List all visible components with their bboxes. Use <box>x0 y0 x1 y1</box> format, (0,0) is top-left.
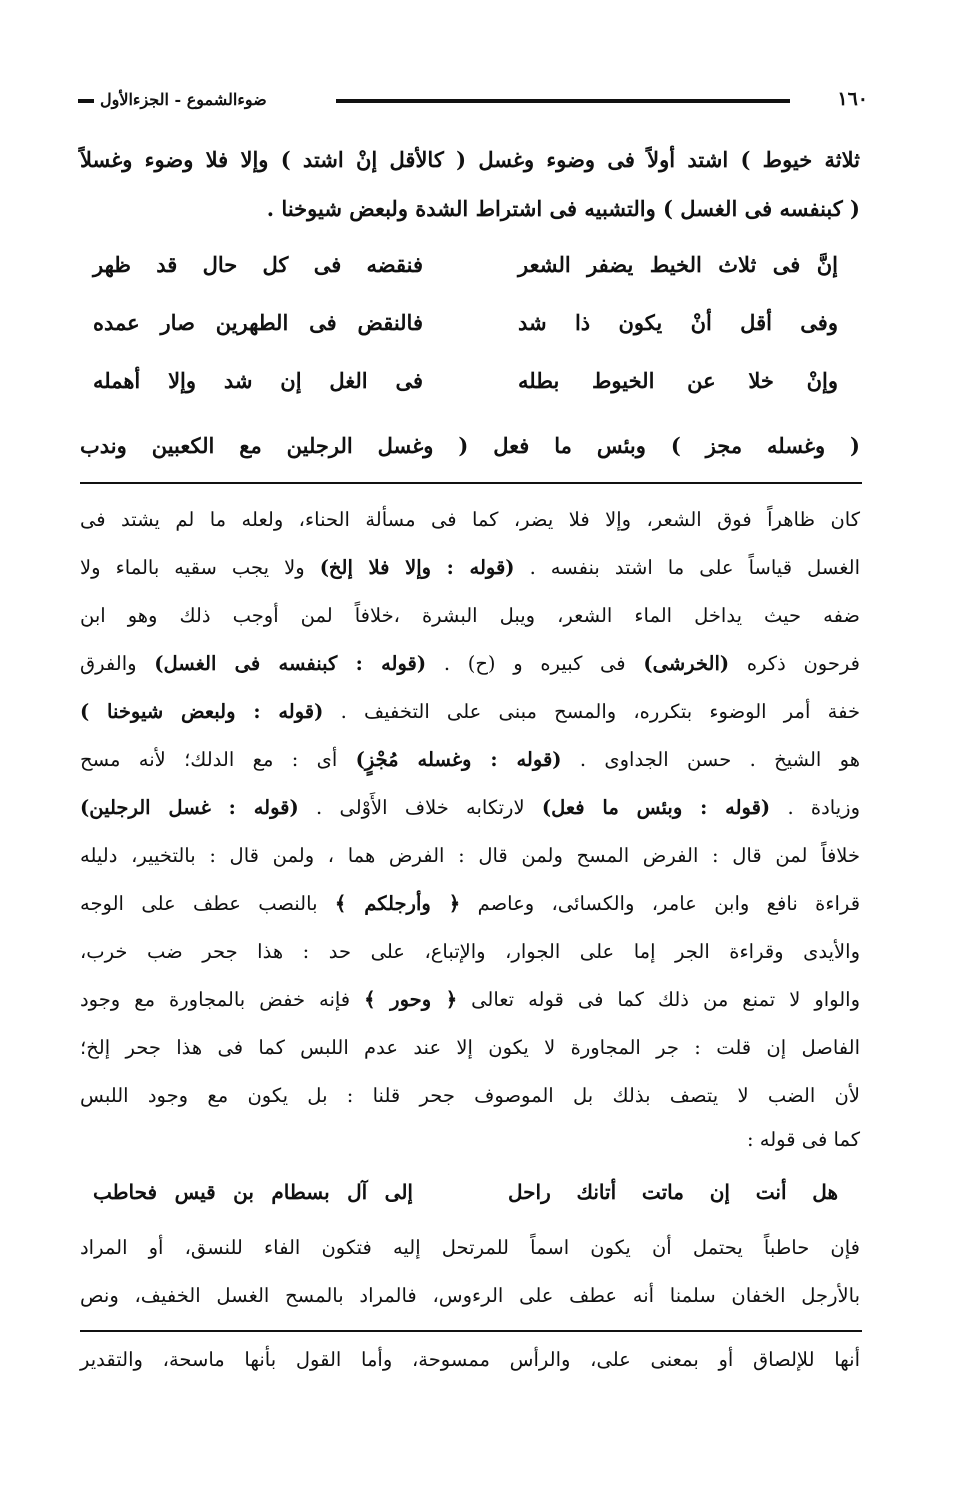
commentary-line <box>80 940 860 963</box>
poem-hemistich-second: فى الغل إن شد وإلا أهمله <box>93 368 423 393</box>
quran-quote: ﴿ وأرجلكم ﴾ <box>334 892 461 915</box>
commentary-line <box>80 1084 860 1107</box>
commentary-text: الغسل قياساً على ما اشتد بنفسه . <box>529 556 860 579</box>
commentary-line <box>80 748 860 771</box>
commentary-text: والفرق <box>80 652 137 675</box>
poem-hemistich-first: إنَّ فى ثلاث الخيط يضفر الشعر <box>518 252 838 277</box>
verse-hemistich-second: إلى آل بسطام بن قيس فحاطب <box>93 1180 413 1204</box>
poem-verse <box>93 310 838 368</box>
commentary-verse <box>93 1180 838 1220</box>
main-text-line: ( وغسله مجز ) وبئس ما فعل ( وغسل الرجلين مع الكعبين وندب <box>80 433 860 458</box>
quote-marker: (قوله : وبئس ما فعل) <box>541 796 771 819</box>
commentary-text: هو الشيخ . حسن الجداوى . <box>579 748 860 771</box>
commentary-line: بالأرجل الخفان سلمنا أنه عطف على الرءوس، فالمراد بالمسح الغسل الخفيف، ونص <box>80 1284 860 1307</box>
commentary-text: قراءة نافع وابن عامر، والكسائى، وعاصم <box>477 892 861 915</box>
commentary-text: بالنصب عطف على الوجه <box>80 892 318 915</box>
main-text-line: ( كبنفسه فى الغسل ) والتشبيه فى اشتراط الشدة ولبعض شيوخنا . <box>266 196 860 221</box>
commentary-text: فإنه خفض بالمجاورة مع وجود <box>80 988 351 1011</box>
poem-hemistich-first: وفى أقل أنْ يكون ذا شد <box>518 310 838 335</box>
commentary-line <box>80 604 860 627</box>
poem-verse <box>93 368 838 426</box>
source-reference: (الخرشى) <box>643 652 730 675</box>
commentary-text: والواو لا تمنع من ذلك كما فى قوله تعالى <box>471 988 861 1011</box>
poem-hemistich-second: فالنقض فى الطهرين صار عمده <box>93 310 423 335</box>
commentary-text: لارتكابه خلاف الأَوْلى . <box>315 796 525 819</box>
commentary-text: وزيادة . <box>787 796 860 819</box>
poem-hemistich-first: وإنْ خلا عن الخيوط بطله <box>518 368 838 393</box>
footnote-line: أنها للإلصاق أو بمعنى على، والرأس ممسوحة، وأما القول بأنها ماسحة، والتقدير <box>80 1348 860 1371</box>
commentary-text: لأن الضب لا يتصف بذلك بل الموصوف جحر قلنا : بل يكون مع وجود اللبس <box>80 1084 860 1107</box>
commentary-line <box>80 844 860 867</box>
footnote-rule <box>80 1330 862 1332</box>
quote-marker: (قوله : غسل الرجلين) <box>80 796 299 819</box>
commentary-line <box>80 556 860 579</box>
poem-hemistich-second: فنقضه فى كل حال قد ظهر <box>93 252 423 277</box>
quote-marker: (قوله : كبنفسه فى الغسل) <box>154 652 427 675</box>
header-rule <box>336 99 790 103</box>
quote-marker: (قوله : وإلا فلا إلخ) <box>319 556 515 579</box>
commentary-text: كما فى قوله : <box>746 1128 860 1151</box>
quote-marker: (قوله : وغسله مُجْزٍ) <box>355 748 562 771</box>
separator-rule <box>80 482 862 484</box>
commentary-line <box>80 652 860 675</box>
commentary-line: فإن حاطباً يحتمل أن يكون اسماً للمرتحل إليه فتكون الفاء للنسق، أو المراد <box>80 1236 860 1259</box>
commentary-text: والأيدى وقراءة الجر إما على الجوار، والإتباع، على حد : هذا جحر ضب خرب، <box>80 940 860 963</box>
verse-hemistich-first: هل أنت إن ماتت أتانك راحل <box>508 1180 838 1204</box>
main-text-line: ثلاثة خيوط ) اشتد أولاً فى وضوء وغسل ( كالأقل إنْ اشتد ) وإلا فلا وضوء وغسلاً <box>80 147 860 172</box>
running-title: ضوءالشموع - الجزءالأول <box>100 90 267 109</box>
page-number: ١٦٠ <box>837 88 868 110</box>
quran-quote: ﴿ وحور ﴾ <box>364 988 458 1011</box>
commentary-text: الفاصل إن قلت : جر المجاورة لا يكون إلا عند عدم اللبس كما فى هذا جحر إلخ؛ <box>80 1036 860 1059</box>
poem-verse <box>93 252 838 310</box>
commentary-text: أى : مع الدلك؛ لأنه مسح <box>80 748 338 771</box>
commentary-text: فرحون ذكره <box>746 652 860 675</box>
commentary-line <box>80 1128 860 1151</box>
commentary-text: ولا يجب سقيه بالماء ولا <box>80 556 305 579</box>
commentary-line <box>80 508 860 531</box>
commentary-text: كان ظاهراً فوق الشعر، وإلا فلا يضر، كما فى مسألة الحناء، ولعله ما لم يشتد فى <box>80 508 860 531</box>
commentary-text: خفة أمر الوضوء بتكرره، والمسح مبنى على التخفيف . <box>340 700 861 723</box>
running-header <box>78 88 868 114</box>
commentary-text: فى كبيره و (ح) . <box>443 652 626 675</box>
commentary-line <box>80 700 860 723</box>
commentary-line <box>80 988 860 1011</box>
quote-marker: (قوله : ولبعض شيوخنا ) <box>80 700 324 723</box>
commentary-line <box>80 1036 860 1059</box>
commentary-line <box>80 892 860 915</box>
commentary-line <box>80 796 860 819</box>
commentary-text: خلافاً لمن قال : الفرض المسح ولمن قال : الفرض هما ، ولمن قال : بالتخيير، دليله <box>80 844 860 867</box>
header-rule-end <box>78 99 94 103</box>
commentary-text: ضفه حيث يداخل الماء الشعر، ويبل البشرة ،خلافاً لمن أوجب ذلك وهو ابن <box>80 604 860 627</box>
